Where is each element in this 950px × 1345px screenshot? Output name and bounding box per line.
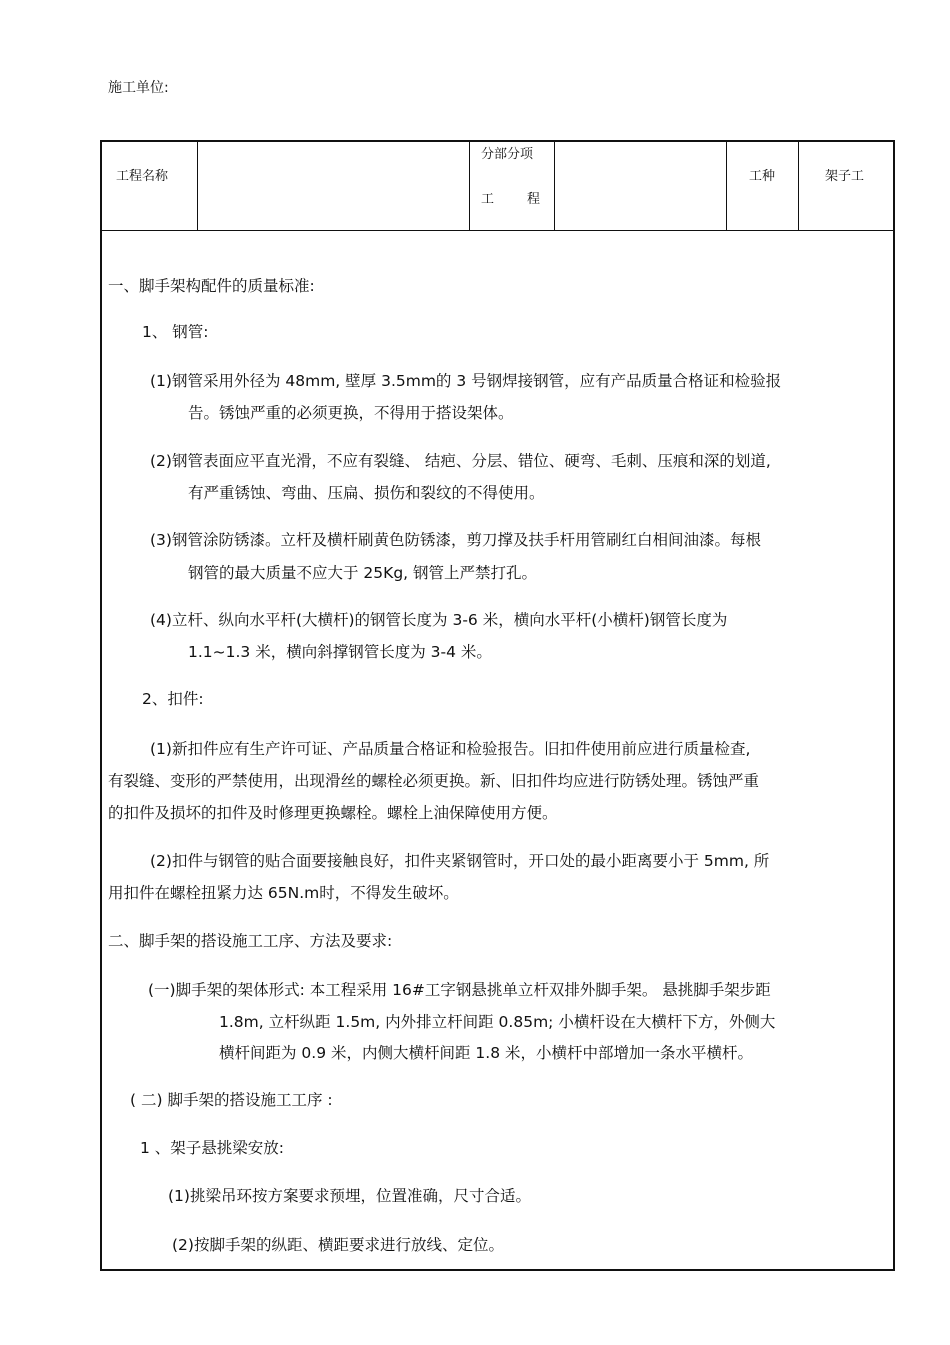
section-heading: 一、脚手架构配件的质量标准:: [108, 277, 315, 295]
subsection-heading: ( 二) 脚手架的搭设施工工序 :: [130, 1091, 333, 1109]
section-heading: 二、脚手架的搭设施工工序、方法及要求:: [108, 932, 393, 950]
subsection-heading: 1 、架子悬挑梁安放:: [140, 1139, 285, 1157]
divider: [726, 142, 727, 230]
divider: [102, 230, 893, 231]
paragraph-line: 有裂缝、变形的严禁使用，出现滑丝的螺栓必须更换。新、旧扣件均应进行防锈处理。锈蚀严重: [108, 772, 760, 790]
paragraph-line: 的扣件及损坏的扣件及时修理更换螺栓。螺栓上油保障使用方便。: [108, 804, 558, 822]
paragraph-line: (1)新扣件应有生产许可证、产品质量合格证和检验报告。旧扣件使用前应进行质量检查,: [150, 740, 751, 758]
paragraph-line: 1.8m, 立杆纵距 1.5m, 内外排立杆间距 0.85m; 小横杆设在大横杆下方，外侧大: [219, 1013, 776, 1031]
subsection-heading: 2、扣件:: [142, 690, 204, 708]
trade-label: 工种: [749, 169, 776, 184]
paragraph-line: (2)钢管表面应平直光滑，不应有裂缝、 结疤、分层、错位、硬弯、毛刺、压痕和深的划道,: [150, 452, 771, 470]
paragraph-line: 告。锈蚀严重的必须更换，不得用于搭设架体。: [188, 404, 514, 422]
paragraph-line: 钢管的最大质量不应大于 25Kg, 钢管上严禁打孔。: [188, 564, 538, 582]
trade-value: 架子工: [825, 169, 865, 184]
divider: [197, 142, 198, 230]
project-name-label: 工程名称: [116, 169, 169, 184]
paragraph-line: (3)钢管涂防锈漆。立杆及横杆刷黄色防锈漆，剪刀撑及扶手杆用管刷红白相间油漆。每根: [150, 531, 761, 549]
paragraph-line: (1)挑梁吊环按方案要求预埋，位置准确，尺寸合适。: [168, 1187, 531, 1205]
construction-unit-label: 施工单位:: [108, 80, 169, 96]
subproject-label: 分部分项: [481, 147, 534, 162]
subproject-label-part: 程: [527, 192, 541, 207]
subsection-heading: 1、 钢管:: [142, 323, 209, 341]
paragraph-line: 横杆间距为 0.9 米，内侧大横杆间距 1.8 米，小横杆中部增加一条水平横杆。: [219, 1044, 754, 1062]
paragraph-line: (1)钢管采用外径为 48mm, 壁厚 3.5mm的 3 号钢焊接钢管，应有产品质量合格证和检验报: [150, 372, 782, 390]
paragraph-line: (2)按脚手架的纵距、横距要求进行放线、定位。: [172, 1236, 504, 1254]
paragraph-line: (一)脚手架的架体形式: 本工程采用 16#工字钢悬挑单立杆双排外脚手架。 悬挑脚手架步距: [148, 981, 771, 999]
paragraph-line: (4)立杆、纵向水平杆(大横杆)的钢管长度为 3-6 米，横向水平杆(小横杆)钢管长度为: [150, 611, 728, 629]
paragraph-line: (2)扣件与钢管的贴合面要接触良好，扣件夹紧钢管时，开口处的最小距离要小于 5mm, 所: [150, 852, 770, 870]
paragraph-line: 1.1~1.3 米，横向斜撑钢管长度为 3-4 米。: [188, 643, 492, 661]
divider: [469, 142, 470, 230]
divider: [798, 142, 799, 230]
paragraph-line: 用扣件在螺栓扭紧力达 65N.m时，不得发生破坏。: [108, 884, 459, 902]
divider: [554, 142, 555, 230]
subproject-label-part: 工: [481, 192, 495, 207]
paragraph-line: 有严重锈蚀、弯曲、压扁、损伤和裂纹的不得使用。: [188, 484, 545, 502]
